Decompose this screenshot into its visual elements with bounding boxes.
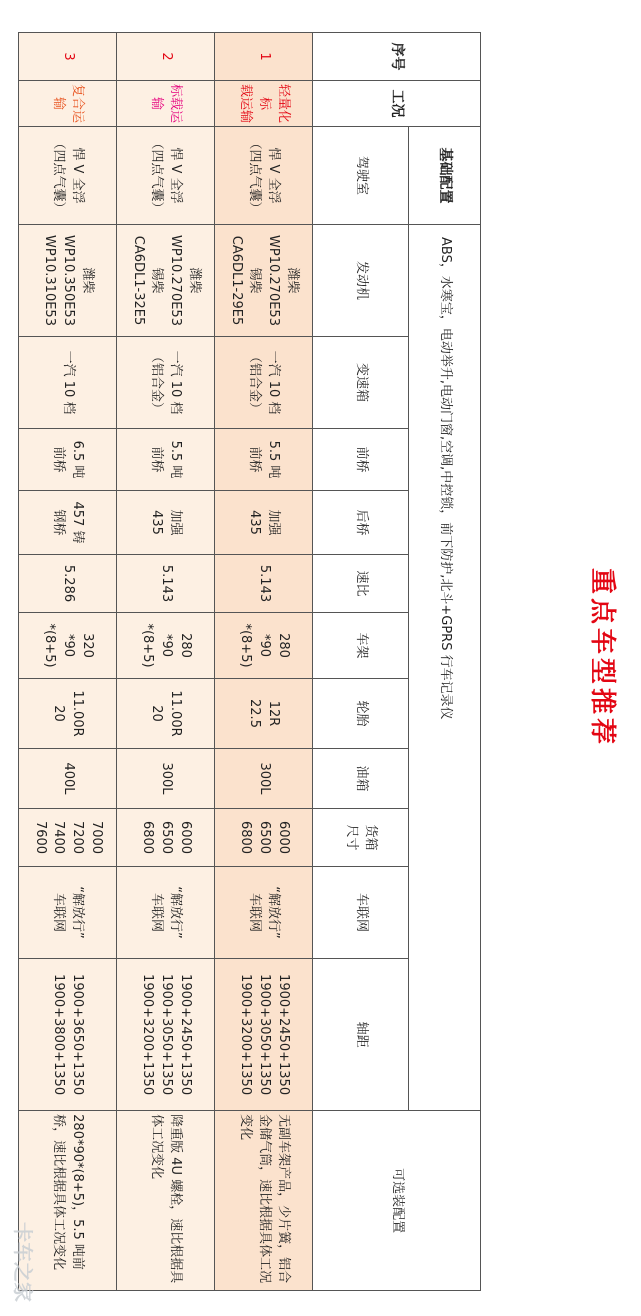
cell-cargo: 7000 7200 7400 7600 (19, 809, 117, 867)
cell-wheelbase: 1900+3650+1350 1900+3800+1350 (19, 959, 117, 1111)
cell-tank: 300L (215, 749, 313, 809)
cell-tank: 400L (19, 749, 117, 809)
header-row-top (409, 33, 481, 1291)
cell-optional: 无副车架产品，少片簧，铝合金储气筒，速比根据具体工况变化 (215, 1111, 313, 1291)
cell-front-axle: 6.5 吨 前桥 (19, 429, 117, 491)
spec-table (18, 32, 481, 1291)
header-seq: 序号 (313, 33, 481, 81)
cell-cargo: 6000 6500 6800 (117, 809, 215, 867)
col-wheelbase: 轴距 (313, 959, 409, 1111)
cell-cab: 悍 V 全浮 （四点气囊） (215, 127, 313, 225)
cell-condition: 轻量化标 载运输 (215, 81, 313, 127)
header-condition: 工况 (313, 81, 481, 127)
cell-optional: 280*90*(8+5)，5.5 吨前桥，速比根据具体工况变化 (19, 1111, 117, 1291)
cell-frame: 320 *90 *(8+5) (19, 613, 117, 679)
col-ratio: 速比 (313, 555, 409, 613)
header-base-config: 基础配置 (409, 127, 481, 225)
cell-engine: 潍柴 WP10.350E53 WP10.310E53 (19, 225, 117, 337)
table-row (19, 33, 117, 1291)
cell-tire: 12R 22.5 (215, 679, 313, 749)
col-cab: 驾驶室 (313, 127, 409, 225)
cell-gearbox: 一汽 10 档 （铝合金） (215, 337, 313, 429)
cell-seq: 2 (117, 33, 215, 81)
cell-tank: 300L (117, 749, 215, 809)
cell-telematics: “解放行” 车联网 (19, 867, 117, 959)
cell-rear-axle: 457 铸 钢桥 (19, 491, 117, 555)
cell-ratio: 5.143 (215, 555, 313, 613)
table-row (215, 33, 313, 1291)
cell-wheelbase: 1900+2450+1350 1900+3050+1350 1900+3200+1350 (215, 959, 313, 1111)
cell-front-axle: 5.5 吨 前桥 (215, 429, 313, 491)
cell-cab: 悍 V 全浮 （四点气囊） (117, 127, 215, 225)
cell-seq: 1 (215, 33, 313, 81)
cell-cargo: 6000 6500 6800 (215, 809, 313, 867)
cell-telematics: “解放行” 车联网 (215, 867, 313, 959)
table-row (117, 33, 215, 1291)
cell-front-axle: 5.5 吨 前桥 (117, 429, 215, 491)
cell-tire: 11.00R 20 (117, 679, 215, 749)
col-frame: 车架 (313, 613, 409, 679)
header-optional-config: 可选装配置 (313, 1111, 481, 1291)
cell-tire: 11.00R 20 (19, 679, 117, 749)
cell-telematics: “解放行” 车联网 (117, 867, 215, 959)
col-tire: 轮胎 (313, 679, 409, 749)
cell-ratio: 5.286 (19, 555, 117, 613)
cell-gearbox: 一汽 10 档 （铝合金） (117, 337, 215, 429)
cell-optional: 降重版 4U 螺栓，速比根据具体工况变化 (117, 1111, 215, 1291)
cell-condition: 标载运输 (117, 81, 215, 127)
cell-gearbox: 一汽 10 档 (19, 337, 117, 429)
cell-rear-axle: 加强 435 (117, 491, 215, 555)
watermark-logo: 卡车之家 (11, 1222, 35, 1302)
cell-engine: 潍柴 WP10.270E53 锡柴 CA6DL1-32E5 (117, 225, 215, 337)
col-gearbox: 变速箱 (313, 337, 409, 429)
cell-engine: 潍柴 WP10.270E53 锡柴 CA6DL1-29E5 (215, 225, 313, 337)
col-telematics: 车联网 (313, 867, 409, 959)
col-engine: 发动机 (313, 225, 409, 337)
cell-frame: 280 *90 *(8+5) (117, 613, 215, 679)
col-cargo: 货箱 尺寸 (313, 809, 409, 867)
cell-ratio: 5.143 (117, 555, 215, 613)
cell-wheelbase: 1900+2450+1350 1900+3050+1350 1900+3200+1350 (117, 959, 215, 1111)
col-front-axle: 前桥 (313, 429, 409, 491)
col-tank: 油箱 (313, 749, 409, 809)
cell-rear-axle: 加强 435 (215, 491, 313, 555)
cell-frame: 280 *90 *(8+5) (215, 613, 313, 679)
cell-cab: 悍 V 全浮 （四点气囊） (19, 127, 117, 225)
base-config-items: ABS，水寒宝，电动举升,电动门窗,空调,中控锁，前下防护,北斗+GPRS 行车记录仪 (409, 225, 481, 1111)
cell-condition: 复合运输 (19, 81, 117, 127)
page-title: 重点车型推荐 (587, 567, 617, 748)
header-row-columns (313, 33, 409, 1291)
col-rear-axle: 后桥 (313, 491, 409, 555)
cell-seq: 3 (19, 33, 117, 81)
